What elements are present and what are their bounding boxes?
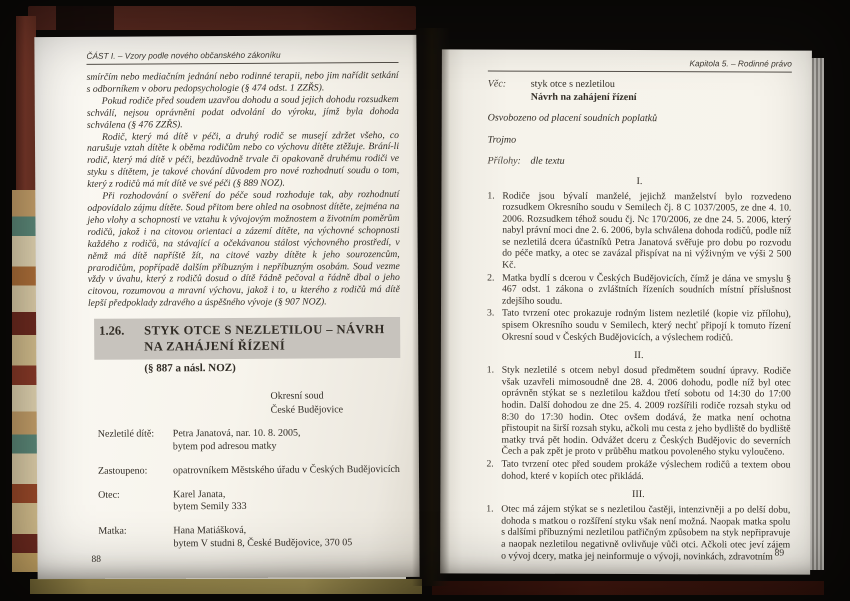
list-item-number: 1. xyxy=(486,503,494,515)
party-value xyxy=(173,524,352,551)
left-page xyxy=(34,35,419,579)
party-label: Matka: xyxy=(98,525,127,537)
list-item xyxy=(486,458,790,482)
body-paragraph: Rodič, který má dítě v péči, a druhý rodič se musejí zdržet všeho, co narušuje vztah dítěte k oběma rodičům nebo co výchovu dítěte ztěžuje. Brání-li rodič, který má dítě v péči, bezdůvodně trvale či opakovaně druhému rodiči ve styku s dítětem, je takové chování důvodem pro nové rozhodnutí soudu o tom, který z rodičů má mít dítě ve své péči (§ 889 NOZ). xyxy=(86,129,400,191)
party-line: bytem Semily 333 xyxy=(173,501,247,513)
list-item-number: 2. xyxy=(487,272,495,284)
book-gutter-shadow xyxy=(412,28,450,586)
body-paragraph: Pokud rodiče před soudem uzavřou dohodu a soud jejich dohodu rozsudkem schválí, nejsou oprávněni podat odvolání do výroku, jímž byla dohoda schválena (§ 476 ZZŘS). xyxy=(86,93,399,131)
list-item-number: 2. xyxy=(486,458,494,470)
court-name: Okresní soud xyxy=(270,390,324,402)
list-item-number: 3. xyxy=(486,307,495,319)
list-item-number: 1. xyxy=(486,364,495,376)
party-value xyxy=(173,428,301,454)
party-row xyxy=(98,464,401,479)
left-body xyxy=(87,70,400,310)
left-running-header-text: ČÁST I. – Vzory podle nového občanského zákoníku xyxy=(86,49,281,61)
party-row xyxy=(98,524,401,551)
section-heading xyxy=(94,317,400,360)
section-title xyxy=(144,322,392,355)
list-item-text: Rodiče jsou bývalí manželé, jejichž manželství bylo rozvedeno rozsudkem Okresního soudu v Semilech čj. 8 C 1037/2005, ze dne 4. 10. 2006. Rozsudkem téhož soudu čj. Nc 170/2006, ze dne 24. 5. 2006, který nabyl právní moci dne 2. 6. 2006, byla schválena dohoda rodičů, podle níž se nezletilá dcera účastníků Petra Janatová svěřuje pro dobu po rozvodu do péče matky, a otec se zavázal přispívat na ni výživným ve výši 2 500 Kč. xyxy=(502,190,792,271)
party-line: Petra Janatová, nar. 10. 8. 2005, xyxy=(172,427,301,440)
attachments-row xyxy=(488,156,792,170)
list-item xyxy=(486,365,790,459)
right-running-header xyxy=(488,58,792,73)
body-paragraph: Při rozhodování o svěření do péče soud rozhoduje tak, aby rozhodnutí odpovídalo zájmu dítěte. Soud přitom bere ohled na osobnost dítěte, zejména na jeho vlohy a schopnosti ve vztahu k vývojovým možnostem a životním poměrům rodičů, jakož i na citovou orientaci a zázemí dítěte, na výchovné schopnosti každého z rodičů, na stávající a očekávanou stálost výchovného prostředí, v němž má dítě napříště žít, na citové vazby dítěte k jeho sourozencům, prarodičům, popřípadě dalším příbuzným i nepříbuzným osobám. Soud vezme vždy v úvahu, který z rodičů dosud o dítě řádně pečoval a řádně dbal o jeho citovou, rozumovou a mravní výchovu, jakož i to, u kterého z rodičů má dítě lepší předpoklady zdravého a úspěšného vývoje (§ 907 NOZ). xyxy=(87,189,400,310)
list-item-text: Matka bydlí s dcerou v Českých Budějovicích, čímž je dána ve smyslu § 467 odst. 1 zákona o zvláštních řízeních soudních místní příslušnost zdejšího soudu. xyxy=(502,272,792,307)
list-item xyxy=(487,308,791,344)
body-paragraph: smírčím nebo mediačním jednání nebo rodinné terapii, nebo jim nařídit setkání s odborníkem v oboru pedopsychologie (§ 474 odst. 1 ZZŘS). xyxy=(86,69,399,95)
copies-note: Trojmo xyxy=(487,134,517,146)
list-item-number: 1. xyxy=(487,190,495,202)
page-number-right: 89 xyxy=(774,548,785,559)
book-cover-top-shadow xyxy=(56,6,114,30)
subject-line2: Návrh na zahájení řízení xyxy=(530,91,637,103)
section-numeral: II. xyxy=(634,350,644,362)
party-line: bytem V studni 8, České Budějovice, 370 05 xyxy=(173,537,353,550)
party-value xyxy=(173,464,400,478)
list-item-text: Tato tvrzení otec před soudem prokáže výslechem rodičů a textem obou dohod, které v kopiích otec přikládá. xyxy=(501,458,791,482)
section-number: 1.26. xyxy=(99,323,125,338)
party-value xyxy=(173,488,246,514)
party-line: Hana Matiášková, xyxy=(173,524,247,537)
party-label: Otec: xyxy=(98,489,120,501)
party-line: bytem pod adresou matky xyxy=(172,440,277,453)
book-cover-bottom-right xyxy=(432,581,824,595)
book-cover-bottom-left xyxy=(30,579,422,594)
party-line: Karel Janata, xyxy=(173,488,226,500)
court-block xyxy=(271,389,401,417)
page-number-left: 88 xyxy=(91,554,102,565)
party-label: Nezletilé dítě: xyxy=(97,428,155,440)
list-item xyxy=(487,272,791,308)
attachments-label: Přílohy: xyxy=(487,155,521,167)
subject-value xyxy=(531,79,637,104)
party-row xyxy=(98,487,401,514)
right-page xyxy=(440,49,812,574)
book-spine-strip xyxy=(16,16,36,192)
party-row xyxy=(98,427,401,454)
right-running-header-text: Kapitola 5. – Rodinné právo xyxy=(689,58,792,69)
party-line: opatrovníkem Městského úřadu v Českých Budějovicích xyxy=(172,463,400,477)
left-running-header xyxy=(86,49,398,65)
list-item-text: Tato tvrzení otec prokazuje rodným listem nezletilé (kopie viz přílohu), spisem Okresního soudu v Semilech, který nechť připojí k tomuto řízení Okresní soud v Českých Budějovicích, a výslechem rodičů. xyxy=(501,308,792,343)
section-title-line1: STYK OTCE S NEZLETILOU – NÁVRH xyxy=(144,322,385,338)
attachments-value: dle textu xyxy=(530,155,565,167)
fee-exemption-note: Osvobozeno od placení soudních poplatků xyxy=(487,112,658,125)
list-item-text: Styk nezletilé s otcem nebyl dosud předmětem soudní úpravy. Rodiče však uzavřeli mimosoudně dne 28. 4. 2006 dohodu, podle níž byl otec oprávněn stýkat se s nezletilou každou třetí sobotu od 14:30 do 17:00 hodin. Další dohodou ze dne 25. 4. 2009 rozšířili rodiče rozsah styku od 8:30 do 17:30 hodin. Otec ovšem dodává, že matka není ochotna přistoupit na širší rozsah styku, ačkoli mu cesta z jeho bydliště do bydliště matky trvá pět hodin. Odvážet dceru z Českých Budějovic do severních Čech a pak zpět je proto v průběhu matkou povoleného styku vyloučeno. xyxy=(501,364,791,458)
section-title-line2: NA ZAHÁJENÍ ŘÍZENÍ xyxy=(144,338,286,354)
section-numeral: III. xyxy=(631,489,645,501)
section-numeral: I. xyxy=(636,175,643,187)
right-page-content xyxy=(440,49,812,574)
list-item xyxy=(486,504,790,563)
subject-row xyxy=(488,79,792,105)
party-label: Zastoupeno: xyxy=(97,465,148,477)
subject-label: Věc: xyxy=(487,78,507,90)
court-city: České Budějovice xyxy=(270,403,344,416)
subject-line1: styk otce s nezletilou xyxy=(530,78,615,90)
left-page-content xyxy=(34,35,419,579)
section-subtitle: (§ 887 a násl. NOZ) xyxy=(144,362,236,375)
list-item-text: Otec má zájem stýkat se s nezletilou častěji, intenzivněji a po delší dobu, dohoda s matkou o rozšíření styku však není možná. Naopak matka spolu s dalšími příbuznými nezletilou patřičným způsobem na styk nepřipravuje a naopak nezletilou negativně ovlivňuje vůči otci. Ačkoli otec jeví zájem o vývoj dcery, matka jej neinformuje o vývoji, novinkách, zdravotním xyxy=(501,503,791,563)
list-item xyxy=(487,190,791,272)
